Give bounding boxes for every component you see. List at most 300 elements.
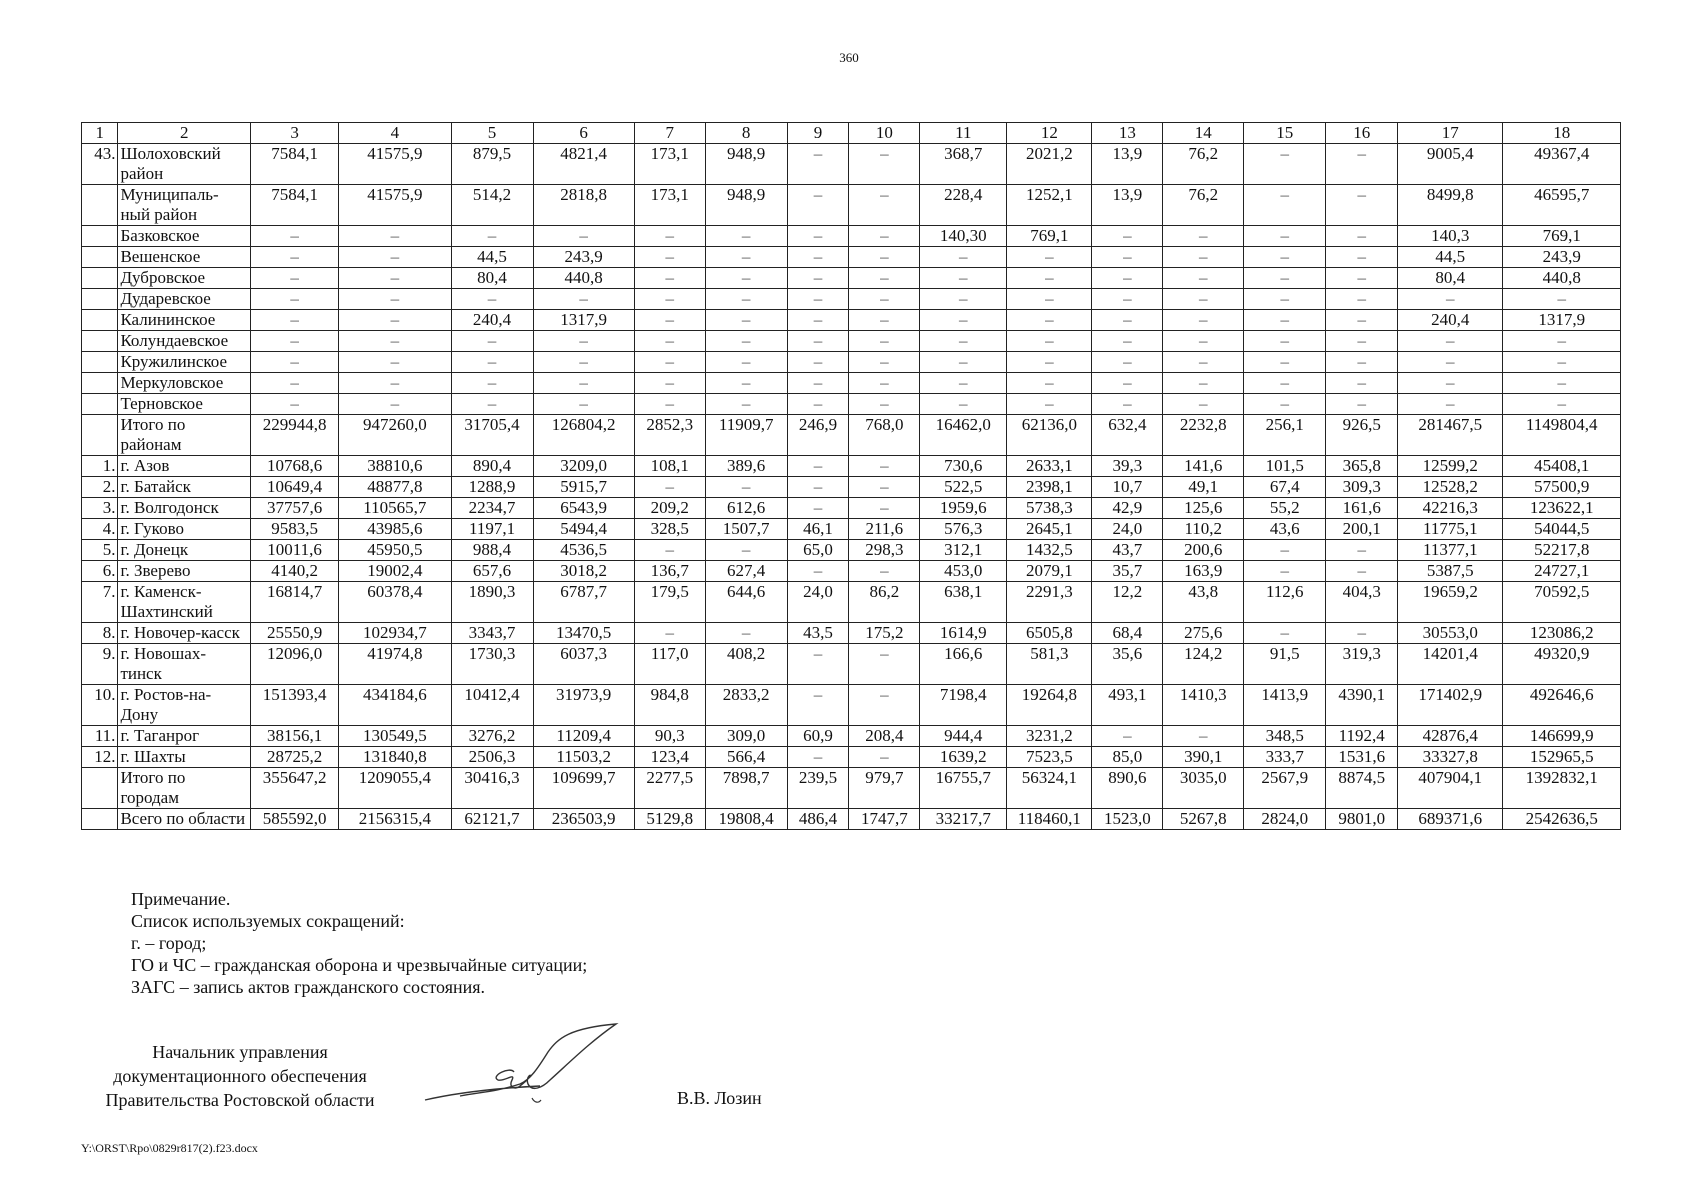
table-cell: –: [920, 247, 1007, 268]
table-cell: –: [1244, 394, 1326, 415]
table-cell: –: [634, 226, 705, 247]
table-cell: 45408,1: [1503, 456, 1621, 477]
table-cell: –: [1007, 310, 1092, 331]
signer-title-line: Начальник управления: [152, 1042, 328, 1062]
table-cell: 309,3: [1326, 477, 1398, 498]
table-cell: 5915,7: [533, 477, 634, 498]
table-cell: –: [634, 289, 705, 310]
table-cell: –: [849, 289, 920, 310]
table-row: [82, 331, 1621, 352]
table-cell: 2277,5: [634, 768, 705, 809]
table-cell: –: [1326, 561, 1398, 582]
table-cell: –: [451, 289, 533, 310]
table-cell: 31705,4: [451, 415, 533, 456]
table-cell: –: [849, 561, 920, 582]
table-cell: –: [849, 644, 920, 685]
table-cell: –: [251, 310, 339, 331]
table-cell: 1197,1: [451, 519, 533, 540]
table-cell: –: [1326, 623, 1398, 644]
table-cell: –: [705, 226, 787, 247]
table-cell: –: [920, 268, 1007, 289]
column-header: 17: [1398, 123, 1503, 144]
table-cell: –: [849, 268, 920, 289]
table-row: [82, 373, 1621, 394]
table-row: [82, 268, 1621, 289]
table-cell: 644,6: [705, 582, 787, 623]
table-cell: 3343,7: [451, 623, 533, 644]
table-cell: –: [920, 289, 1007, 310]
table-cell: 110,2: [1163, 519, 1244, 540]
table-cell: 31973,9: [533, 685, 634, 726]
table-cell: 2542636,5: [1503, 809, 1621, 830]
table-cell: 6037,3: [533, 644, 634, 685]
table-cell: –: [1503, 373, 1621, 394]
row-name: г. Донецк: [118, 540, 251, 561]
table-cell: 493,1: [1092, 685, 1163, 726]
table-row: [82, 310, 1621, 331]
row-name: Дударевское: [118, 289, 251, 310]
table-row: [82, 726, 1621, 747]
table-cell: 5129,8: [634, 809, 705, 830]
table-cell: –: [1092, 331, 1163, 352]
table-cell: 5494,4: [533, 519, 634, 540]
table-cell: –: [787, 373, 849, 394]
table-cell: 243,9: [533, 247, 634, 268]
table-cell: 890,4: [451, 456, 533, 477]
table-cell: 566,4: [705, 747, 787, 768]
table-cell: –: [1007, 289, 1092, 310]
table-cell: 41575,9: [339, 144, 451, 185]
table-cell: –: [634, 331, 705, 352]
table-cell: 131840,8: [339, 747, 451, 768]
table-cell: 1288,9: [451, 477, 533, 498]
table-cell: 348,5: [1244, 726, 1326, 747]
table-cell: 141,6: [1163, 456, 1244, 477]
table-cell: 298,3: [849, 540, 920, 561]
table-cell: 76,2: [1163, 185, 1244, 226]
row-number: [82, 768, 118, 809]
table-cell: –: [634, 373, 705, 394]
table-cell: –: [1244, 540, 1326, 561]
table-row: [82, 226, 1621, 247]
table-cell: 140,3: [1398, 226, 1503, 247]
table-cell: 35,6: [1092, 644, 1163, 685]
table-cell: 42,9: [1092, 498, 1163, 519]
table-cell: –: [339, 331, 451, 352]
table-row: [82, 519, 1621, 540]
table-row: [82, 477, 1621, 498]
table-cell: 52217,8: [1503, 540, 1621, 561]
row-number: 12.: [82, 747, 118, 768]
table-cell: –: [634, 623, 705, 644]
table-cell: 43,5: [787, 623, 849, 644]
table-cell: –: [1244, 226, 1326, 247]
table-cell: 984,8: [634, 685, 705, 726]
handwritten-signature: [420, 1022, 620, 1112]
row-name: Терновское: [118, 394, 251, 415]
table-cell: 926,5: [1326, 415, 1398, 456]
table-cell: 37757,6: [251, 498, 339, 519]
table-cell: 39,3: [1092, 456, 1163, 477]
table-cell: –: [1092, 289, 1163, 310]
table-cell: –: [339, 247, 451, 268]
table-cell: 229944,8: [251, 415, 339, 456]
table-cell: 13470,5: [533, 623, 634, 644]
row-name: Вешенское: [118, 247, 251, 268]
table-cell: –: [1007, 352, 1092, 373]
table-cell: 124,2: [1163, 644, 1244, 685]
column-header: 14: [1163, 123, 1244, 144]
column-header: 18: [1503, 123, 1621, 144]
table-cell: 309,0: [705, 726, 787, 747]
table-cell: –: [1163, 331, 1244, 352]
table-cell: 24,0: [787, 582, 849, 623]
table-cell: 492646,6: [1503, 685, 1621, 726]
table-cell: –: [1503, 352, 1621, 373]
table-cell: –: [339, 268, 451, 289]
table-cell: –: [1244, 352, 1326, 373]
table-row: [82, 456, 1621, 477]
table-cell: 42216,3: [1398, 498, 1503, 519]
table-cell: 2833,2: [705, 685, 787, 726]
table-cell: 41575,9: [339, 185, 451, 226]
table-cell: –: [849, 331, 920, 352]
table-cell: 7198,4: [920, 685, 1007, 726]
table-cell: –: [787, 310, 849, 331]
table-cell: –: [849, 185, 920, 226]
table-cell: 11377,1: [1398, 540, 1503, 561]
table-cell: 62121,7: [451, 809, 533, 830]
column-header: 9: [787, 123, 849, 144]
table-cell: 112,6: [1244, 582, 1326, 623]
table-cell: 80,4: [1398, 268, 1503, 289]
signer-name: В.В. Лозин: [677, 1088, 762, 1108]
table-cell: 2506,3: [451, 747, 533, 768]
table-cell: 101,5: [1244, 456, 1326, 477]
table-cell: –: [533, 331, 634, 352]
table-cell: 55,2: [1244, 498, 1326, 519]
row-number: [82, 226, 118, 247]
table-cell: 12599,2: [1398, 456, 1503, 477]
table-cell: 2824,0: [1244, 809, 1326, 830]
table-cell: 11503,2: [533, 747, 634, 768]
row-name: Итого по городам: [118, 768, 251, 809]
column-header: 16: [1326, 123, 1398, 144]
table-cell: 3035,0: [1163, 768, 1244, 809]
notes-block: [131, 888, 587, 998]
table-cell: 123622,1: [1503, 498, 1621, 519]
table-cell: –: [849, 144, 920, 185]
table-cell: –: [787, 477, 849, 498]
table-cell: 44,5: [1398, 247, 1503, 268]
table-cell: 4390,1: [1326, 685, 1398, 726]
row-name: г. Каменск-Шахтинский: [118, 582, 251, 623]
table-cell: 91,5: [1244, 644, 1326, 685]
row-name: г. Шахты: [118, 747, 251, 768]
table-cell: –: [920, 331, 1007, 352]
table-cell: 9801,0: [1326, 809, 1398, 830]
note-line: Примечание.: [131, 889, 231, 909]
table-cell: 173,1: [634, 185, 705, 226]
table-cell: –: [1398, 331, 1503, 352]
row-number: 9.: [82, 644, 118, 685]
row-name: г. Таганрог: [118, 726, 251, 747]
table-cell: 60378,4: [339, 582, 451, 623]
table-cell: –: [1398, 289, 1503, 310]
table-cell: 6505,8: [1007, 623, 1092, 644]
table-cell: –: [251, 394, 339, 415]
table-row: [82, 352, 1621, 373]
table-cell: 123086,2: [1503, 623, 1621, 644]
table-cell: –: [1398, 373, 1503, 394]
table-cell: 2232,8: [1163, 415, 1244, 456]
table-cell: –: [451, 394, 533, 415]
table-cell: –: [849, 747, 920, 768]
table-cell: –: [787, 331, 849, 352]
table-cell: 9583,5: [251, 519, 339, 540]
data-table: [81, 122, 1621, 830]
table-cell: 43,8: [1163, 582, 1244, 623]
table-cell: 11909,7: [705, 415, 787, 456]
table-cell: 117,0: [634, 644, 705, 685]
table-cell: –: [451, 373, 533, 394]
table-cell: –: [1092, 268, 1163, 289]
table-cell: 312,1: [920, 540, 1007, 561]
table-cell: 48877,8: [339, 477, 451, 498]
table-cell: –: [1244, 310, 1326, 331]
table-cell: –: [705, 247, 787, 268]
table-cell: 33217,7: [920, 809, 1007, 830]
table-cell: 161,6: [1326, 498, 1398, 519]
row-name: г. Зверево: [118, 561, 251, 582]
table-cell: 49367,4: [1503, 144, 1621, 185]
table-cell: –: [1244, 268, 1326, 289]
table-cell: 1614,9: [920, 623, 1007, 644]
table-cell: –: [920, 373, 1007, 394]
table-cell: 1890,3: [451, 582, 533, 623]
column-header: 15: [1244, 123, 1326, 144]
table-cell: 126804,2: [533, 415, 634, 456]
table-cell: –: [1244, 561, 1326, 582]
table-cell: 4536,5: [533, 540, 634, 561]
table-cell: 368,7: [920, 144, 1007, 185]
table-cell: 4140,2: [251, 561, 339, 582]
table-cell: 41974,8: [339, 644, 451, 685]
table-cell: 102934,7: [339, 623, 451, 644]
table-cell: 80,4: [451, 268, 533, 289]
table-cell: 24,0: [1092, 519, 1163, 540]
table-cell: 200,1: [1326, 519, 1398, 540]
table-cell: –: [451, 226, 533, 247]
table-cell: 45950,5: [339, 540, 451, 561]
table-cell: 1392832,1: [1503, 768, 1621, 809]
table-cell: 200,6: [1163, 540, 1244, 561]
table-cell: 2567,9: [1244, 768, 1326, 809]
table-row: [82, 498, 1621, 519]
table-cell: 28725,2: [251, 747, 339, 768]
note-line: г. – город;: [131, 933, 207, 953]
table-cell: –: [1326, 268, 1398, 289]
table-cell: –: [920, 394, 1007, 415]
table-cell: 33327,8: [1398, 747, 1503, 768]
table-cell: –: [533, 373, 634, 394]
table-cell: 2633,1: [1007, 456, 1092, 477]
table-cell: 146699,9: [1503, 726, 1621, 747]
table-cell: –: [705, 352, 787, 373]
table-cell: 110565,7: [339, 498, 451, 519]
table-cell: –: [1092, 226, 1163, 247]
table-cell: –: [1244, 623, 1326, 644]
row-number: 8.: [82, 623, 118, 644]
table-cell: –: [705, 289, 787, 310]
table-cell: –: [1503, 289, 1621, 310]
table-row: [82, 540, 1621, 561]
row-number: [82, 809, 118, 830]
table-cell: 12528,2: [1398, 477, 1503, 498]
table-cell: –: [339, 310, 451, 331]
table-cell: 1531,6: [1326, 747, 1398, 768]
table-cell: 65,0: [787, 540, 849, 561]
table-cell: 46595,7: [1503, 185, 1621, 226]
table-cell: 1413,9: [1244, 685, 1326, 726]
table-cell: 67,4: [1244, 477, 1326, 498]
table-cell: –: [339, 373, 451, 394]
table-cell: –: [451, 352, 533, 373]
table-cell: –: [1326, 144, 1398, 185]
table-cell: 173,1: [634, 144, 705, 185]
table-cell: 38156,1: [251, 726, 339, 747]
table-cell: 85,0: [1092, 747, 1163, 768]
table-cell: 10412,4: [451, 685, 533, 726]
table-cell: 408,2: [705, 644, 787, 685]
table-cell: 6543,9: [533, 498, 634, 519]
table-cell: –: [705, 310, 787, 331]
table-cell: 19264,8: [1007, 685, 1092, 726]
row-name: Итого по районам: [118, 415, 251, 456]
table-cell: 90,3: [634, 726, 705, 747]
table-cell: 12096,0: [251, 644, 339, 685]
row-name: Кружилинское: [118, 352, 251, 373]
table-cell: –: [1007, 373, 1092, 394]
table-cell: 43,6: [1244, 519, 1326, 540]
table-cell: 1959,6: [920, 498, 1007, 519]
table-cell: 246,9: [787, 415, 849, 456]
row-number: [82, 185, 118, 226]
table-cell: 136,7: [634, 561, 705, 582]
table-cell: 2852,3: [634, 415, 705, 456]
table-cell: –: [1326, 310, 1398, 331]
table-cell: 86,2: [849, 582, 920, 623]
table-cell: 988,4: [451, 540, 533, 561]
row-number: [82, 289, 118, 310]
table-cell: –: [1092, 394, 1163, 415]
table-cell: –: [533, 352, 634, 373]
table-cell: –: [705, 331, 787, 352]
table-cell: –: [1326, 394, 1398, 415]
table-cell: 42876,4: [1398, 726, 1503, 747]
table-cell: 175,2: [849, 623, 920, 644]
table-cell: 211,6: [849, 519, 920, 540]
table-cell: –: [1326, 289, 1398, 310]
table-row: [82, 685, 1621, 726]
table-cell: 3231,2: [1007, 726, 1092, 747]
table-cell: –: [1503, 331, 1621, 352]
table-cell: 1639,2: [920, 747, 1007, 768]
table-cell: 1730,3: [451, 644, 533, 685]
row-name: г. Волгодонск: [118, 498, 251, 519]
table-cell: 57500,9: [1503, 477, 1621, 498]
table-cell: –: [787, 185, 849, 226]
row-name: Колундаевское: [118, 331, 251, 352]
table-cell: 62136,0: [1007, 415, 1092, 456]
table-cell: –: [251, 247, 339, 268]
table-cell: –: [451, 331, 533, 352]
table-cell: 171402,9: [1398, 685, 1503, 726]
table-cell: –: [1007, 394, 1092, 415]
table-cell: 3209,0: [533, 456, 634, 477]
table-cell: 2021,2: [1007, 144, 1092, 185]
table-cell: –: [251, 373, 339, 394]
table-cell: –: [787, 144, 849, 185]
table-cell: 152965,5: [1503, 747, 1621, 768]
table-cell: –: [339, 352, 451, 373]
table-cell: 7584,1: [251, 185, 339, 226]
table-cell: –: [787, 247, 849, 268]
row-name: г. Новошах-тинск: [118, 644, 251, 685]
table-cell: 576,3: [920, 519, 1007, 540]
table-cell: 612,6: [705, 498, 787, 519]
table-cell: 355647,2: [251, 768, 339, 809]
column-header: 6: [533, 123, 634, 144]
table-cell: 24727,1: [1503, 561, 1621, 582]
table-cell: 1209055,4: [339, 768, 451, 809]
table-row: [82, 144, 1621, 185]
table-cell: 243,9: [1503, 247, 1621, 268]
page-number: 360: [839, 50, 859, 65]
table-cell: 35,7: [1092, 561, 1163, 582]
table-cell: –: [705, 394, 787, 415]
table-cell: 8499,8: [1398, 185, 1503, 226]
table-cell: 2156315,4: [339, 809, 451, 830]
table-cell: 240,4: [1398, 310, 1503, 331]
table-cell: 5738,3: [1007, 498, 1092, 519]
signer-title-line: документационного обеспечения: [113, 1066, 367, 1086]
table-cell: 30416,3: [451, 768, 533, 809]
table-cell: 130549,5: [339, 726, 451, 747]
table-cell: 19002,4: [339, 561, 451, 582]
table-cell: –: [339, 226, 451, 247]
column-header: 2: [118, 123, 251, 144]
table-cell: –: [533, 289, 634, 310]
table-cell: –: [787, 394, 849, 415]
table-cell: –: [1163, 310, 1244, 331]
table-cell: 1192,4: [1326, 726, 1398, 747]
table-cell: 979,7: [849, 768, 920, 809]
table-cell: –: [787, 644, 849, 685]
table-cell: –: [1007, 247, 1092, 268]
table-cell: 2645,1: [1007, 519, 1092, 540]
table-cell: –: [533, 226, 634, 247]
table-cell: 12,2: [1092, 582, 1163, 623]
table-cell: –: [251, 331, 339, 352]
table-cell: 10649,4: [251, 477, 339, 498]
table-cell: 319,3: [1326, 644, 1398, 685]
table-cell: –: [251, 226, 339, 247]
table-cell: 256,1: [1244, 415, 1326, 456]
table-cell: 768,0: [849, 415, 920, 456]
table-cell: 1523,0: [1092, 809, 1163, 830]
table-cell: 440,8: [1503, 268, 1621, 289]
